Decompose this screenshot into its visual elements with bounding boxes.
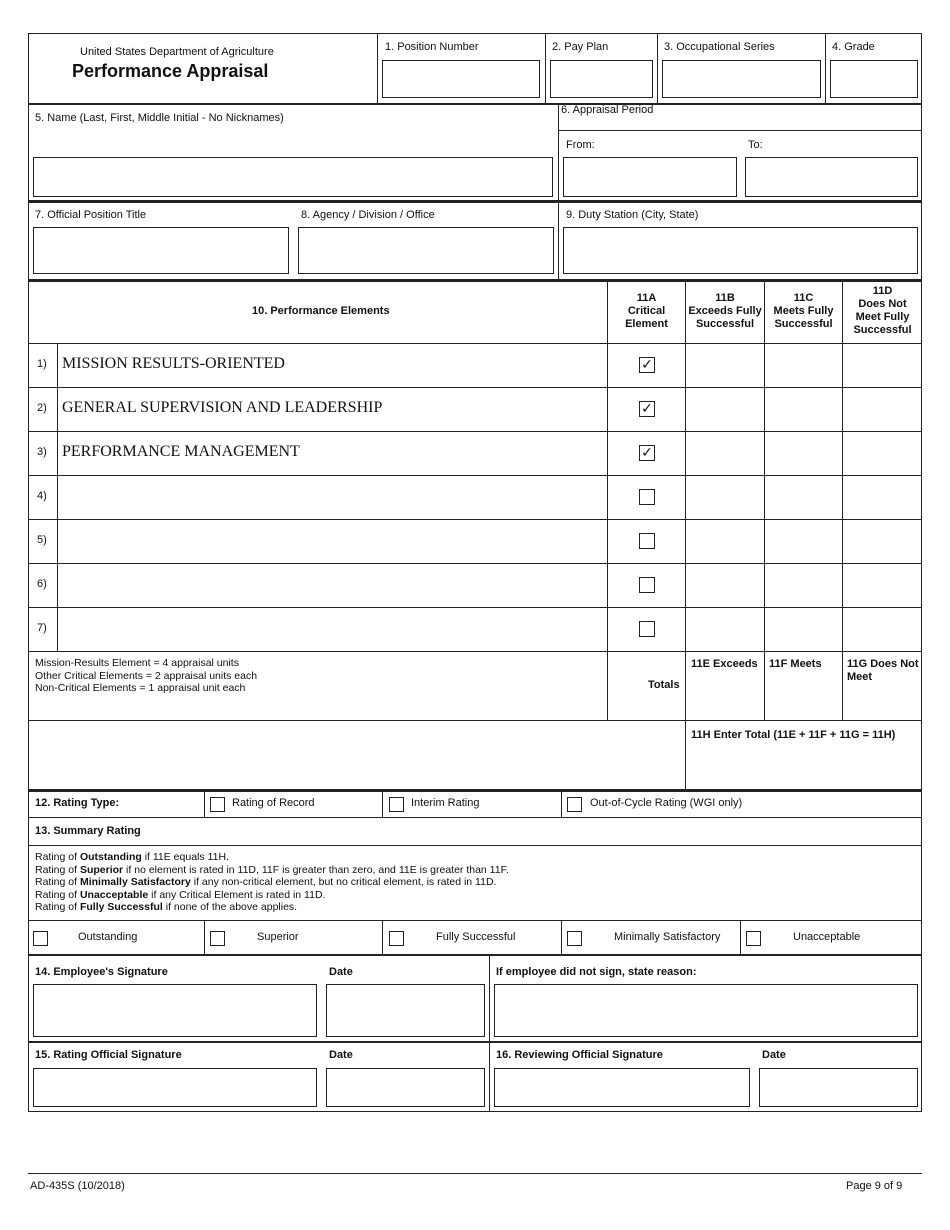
summary-rating-label: 13. Summary Rating: [35, 825, 141, 837]
rating-type-label: 12. Rating Type:: [35, 797, 120, 809]
employee-date-input[interactable]: [326, 984, 485, 1037]
form-number: AD-435S (10/2018): [30, 1180, 125, 1192]
grade-label: 4. Grade: [832, 41, 875, 53]
critical-element-checkbox[interactable]: ✓: [639, 357, 655, 373]
rating-official-signature-input[interactable]: [33, 1068, 317, 1107]
page-title: Performance Appraisal: [72, 61, 269, 81]
agency-label: 8. Agency / Division / Office: [301, 209, 435, 221]
performance-elements-title: 10. Performance Elements: [252, 305, 390, 317]
col-11d-header: 11D Does Not Meet Fully Successful: [853, 285, 912, 336]
agency-input[interactable]: [298, 227, 554, 274]
rating-of-record-label: Rating of Record: [232, 797, 315, 809]
appraisal-period-label: 6. Appraisal Period: [561, 104, 654, 116]
unacceptable-checkbox[interactable]: [746, 931, 761, 946]
position-title-input[interactable]: [33, 227, 289, 274]
minimally-satisfactory-checkbox[interactable]: [567, 931, 582, 946]
row-number: 6): [37, 578, 47, 590]
department-name: United States Department of Agriculture: [80, 46, 274, 58]
appraisal-units-note: Mission-Results Element = 4 appraisal units Other Critical Elements = 2 appraisal units each Non-Critical Elements = 1 appraisal unit each: [35, 657, 258, 694]
row-number: 2): [37, 402, 47, 414]
element-name[interactable]: GENERAL SUPERVISION AND LEADERSHIP: [62, 399, 383, 416]
critical-element-checkbox[interactable]: ✓: [639, 401, 655, 417]
pay-plan-label: 2. Pay Plan: [552, 41, 609, 53]
critical-element-checkbox[interactable]: [639, 621, 655, 637]
outstanding-label: Outstanding: [78, 931, 138, 943]
fully-successful-checkbox[interactable]: [389, 931, 404, 946]
rating-of-record-checkbox[interactable]: [210, 797, 225, 812]
rating-official-date-label: Date: [329, 1049, 353, 1061]
page-number: Page 9 of 9: [846, 1180, 903, 1192]
fully-successful-label: Fully Successful: [436, 931, 516, 943]
not-signed-reason-label: If employee did not sign, state reason:: [496, 966, 697, 978]
from-label: From:: [566, 139, 595, 151]
name-label: 5. Name (Last, First, Middle Initial - No Nicknames): [35, 112, 284, 124]
reviewing-official-signature-label: 16. Reviewing Official Signature: [496, 1049, 663, 1061]
total-11h-label: 11H Enter Total (11E + 11F + 11G = 11H): [691, 729, 896, 741]
row-number: 1): [37, 358, 47, 370]
critical-element-checkbox[interactable]: ✓: [639, 445, 655, 461]
footer-divider: [28, 1173, 922, 1174]
total-11e-label: 11E Exceeds: [691, 658, 758, 670]
occupational-series-label: 3. Occupational Series: [664, 41, 775, 53]
row-number: 4): [37, 490, 47, 502]
interim-rating-checkbox[interactable]: [389, 797, 404, 812]
row-number: 5): [37, 534, 47, 546]
element-name[interactable]: MISSION RESULTS-ORIENTED: [62, 355, 285, 372]
totals-label: Totals: [648, 679, 680, 691]
out-of-cycle-label: Out-of-Cycle Rating (WGI only): [590, 797, 743, 809]
out-of-cycle-checkbox[interactable]: [567, 797, 582, 812]
period-to-input[interactable]: [745, 157, 918, 197]
outstanding-checkbox[interactable]: [33, 931, 48, 946]
employee-signature-label: 14. Employee's Signature: [35, 966, 168, 978]
grade-input[interactable]: [830, 60, 918, 98]
position-number-input[interactable]: [382, 60, 540, 98]
reviewing-official-date-input[interactable]: [759, 1068, 918, 1107]
pay-plan-input[interactable]: [550, 60, 653, 98]
row-number: 7): [37, 622, 47, 634]
interim-rating-label: Interim Rating: [411, 797, 480, 809]
row-number: 3): [37, 446, 47, 458]
duty-station-label: 9. Duty Station (City, State): [566, 209, 699, 221]
superior-checkbox[interactable]: [210, 931, 225, 946]
reviewing-official-signature-input[interactable]: [494, 1068, 750, 1107]
duty-station-input[interactable]: [563, 227, 918, 274]
total-11g-label: 11G Does Not Meet: [847, 658, 919, 683]
position-number-label: 1. Position Number: [385, 41, 479, 53]
critical-element-checkbox[interactable]: [639, 533, 655, 549]
rating-official-date-input[interactable]: [326, 1068, 485, 1107]
superior-label: Superior: [257, 931, 299, 943]
minimally-satisfactory-label: Minimally Satisfactory: [614, 931, 721, 943]
summary-rules: Rating of Outstanding if 11E equals 11H. Rating of Superior if no element is rated in 11D, 11F is greater than zero, and 11E is greater than 11F. Rating of Minimally Satisfactory if any non-critical element, but no critical element, is rated in 11D. Rating of Unacceptable if any Critical Element is rated in 11D. Rating of Fully Successful if none of the above applies.: [35, 851, 509, 913]
critical-element-checkbox[interactable]: [639, 489, 655, 505]
not-signed-reason-input[interactable]: [494, 984, 918, 1037]
element-name[interactable]: PERFORMANCE MANAGEMENT: [62, 443, 300, 460]
critical-element-checkbox[interactable]: [639, 577, 655, 593]
to-label: To:: [748, 139, 763, 151]
position-title-label: 7. Official Position Title: [35, 209, 147, 221]
name-input[interactable]: [33, 157, 553, 197]
total-11f-label: 11F Meets: [769, 658, 822, 670]
reviewing-official-date-label: Date: [762, 1049, 786, 1061]
employee-signature-input[interactable]: [33, 984, 317, 1037]
col-11a-header: 11A Critical Element: [625, 292, 668, 330]
col-11c-header: 11C Meets Fully Successful: [773, 292, 834, 330]
col-11b-header: 11B Exceeds Fully Successful: [688, 292, 762, 330]
rating-official-signature-label: 15. Rating Official Signature: [35, 1049, 182, 1061]
period-from-input[interactable]: [563, 157, 737, 197]
occupational-series-input[interactable]: [662, 60, 821, 98]
employee-date-label: Date: [329, 966, 353, 978]
unacceptable-label: Unacceptable: [793, 931, 861, 943]
